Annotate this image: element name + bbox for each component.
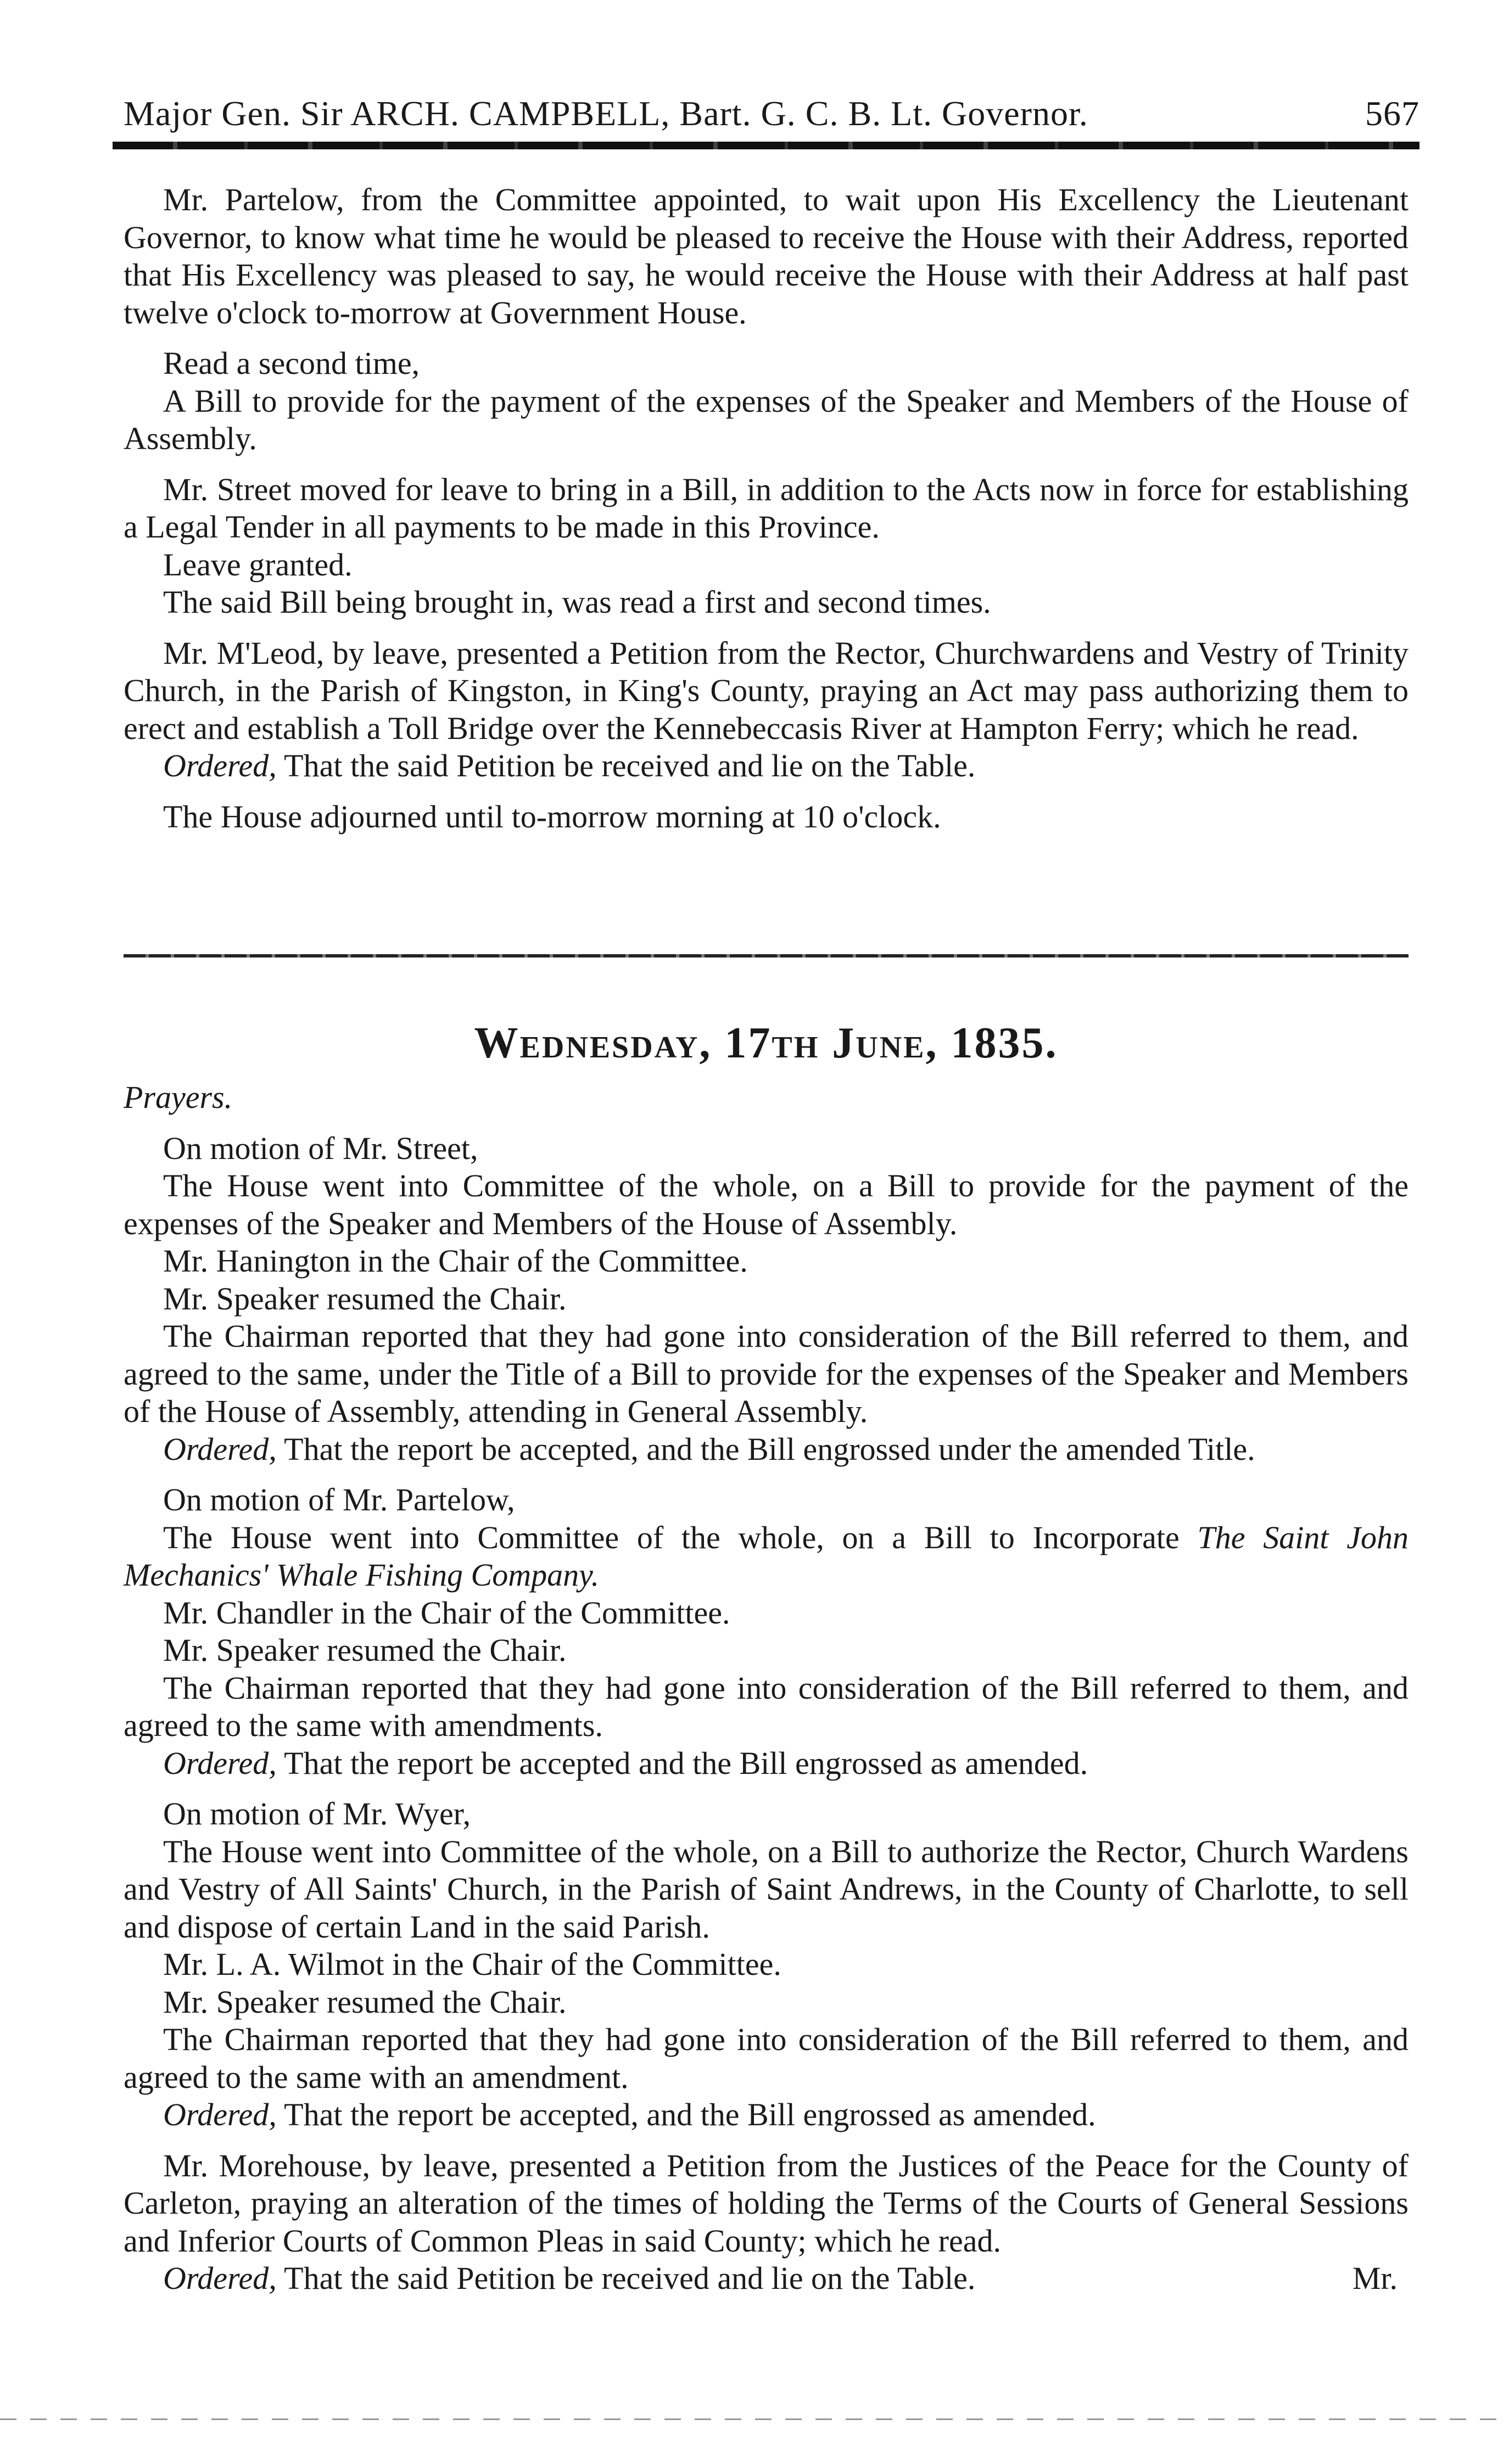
- paragraph-partelow-report: Mr. Partelow, from the Committee appointed, to wait upon His Excellency the Lieutenant Governor, to know what time he would be pleased to receive the House with their Address, reported that His Excellency was pleased to say, he would receive the House with their Address at half past twelve o'clock to-morrow at Government House.: [124, 182, 1409, 331]
- page-number: 567: [1365, 94, 1419, 133]
- paragraph-morehouse-petition: Mr. Morehouse, by leave, presented a Petition from the Justices of the Peace for the County of Carleton, praying an alteration of the times of holding the Terms of the Courts of General Sessions and Inferior Courts of Common Pleas in said County; which he read.: [124, 2147, 1409, 2259]
- section-divider: [124, 954, 1409, 957]
- paragraph-chandler-chair: Mr. Chandler in the Chair of the Committee.: [163, 1594, 730, 1631]
- section-tuesday-proceedings: [124, 181, 1409, 836]
- ordered-text: That the report be accepted, and the Bill engrossed as amended.: [276, 2097, 1096, 2132]
- paragraph-adjourned: The House adjourned until to-morrow morning at 10 o'clock.: [163, 798, 941, 835]
- paragraph-chairman-report: The Chairman reported that they had gone into consideration of the Bill referred to them, and agreed to the same with an amendment.: [124, 2021, 1409, 2095]
- paragraph-ordered-petition: [124, 2260, 1409, 2298]
- paragraph-bill-brought-in: The said Bill being brought in, was read a first and second times.: [163, 584, 991, 620]
- ordered-label: Ordered,: [163, 748, 277, 783]
- catchword: Mr.: [1352, 2260, 1398, 2296]
- ordered-text: That the report be accepted and the Bill engrossed as amended.: [276, 1745, 1088, 1781]
- running-head: [124, 93, 1419, 134]
- paragraph-committee-all-saints: The House went into Committee of the whole, on a Bill to authorize the Rector, Church Wardens and Vestry of All Saints' Church, in the Parish of Saint Andrews, in the County of Charlotte, to sell and dispose of certain Land in the said Parish.: [124, 1833, 1409, 1945]
- paragraph-motion-partelow: On motion of Mr. Partelow,: [163, 1482, 515, 1517]
- paragraph-speaker-resumed: Mr. Speaker resumed the Chair.: [163, 1632, 567, 1668]
- paragraph-wilmot-chair: Mr. L. A. Wilmot in the Chair of the Committee.: [163, 1946, 781, 1982]
- paragraph-chairman-report: The Chairman reported that they had gone into consideration of the Bill referred to them, and agreed to the same, under the Title of a Bill to provide for the expenses of the Speaker and Members of the House of Assembly, attending in General Assembly.: [124, 1318, 1409, 1429]
- ordered-text: That the said Petition be received and lie on the Table.: [276, 748, 976, 783]
- ordered-label: Ordered,: [163, 1431, 277, 1467]
- paragraph-leave-granted: Leave granted.: [163, 546, 353, 583]
- paragraph-mleod-petition: Mr. M'Leod, by leave, presented a Petition from the Rector, Churchwardens and Vestry of Trinity Church, in the Parish of Kingston, in King's County, praying an Act may pass authorizing them to erect and establish a Toll Bridge over the Kennebeccasis River at Hampton Ferry; which he read.: [124, 635, 1409, 746]
- ordered-text: That the said Petition be received and lie on the Table.: [276, 2260, 976, 2296]
- header-rule: [113, 142, 1419, 149]
- paragraph-chairman-report: The Chairman reported that they had gone into consideration of the Bill referred to them, and agreed to the same with amendments.: [124, 1670, 1409, 1743]
- paragraph-street-motion: Mr. Street moved for leave to bring in a Bill, in addition to the Acts now in force for establishing a Legal Tender in all payments to be made in this Province.: [124, 471, 1409, 545]
- paragraph-bill-expenses: A Bill to provide for the payment of the expenses of the Speaker and Members of the House of Assembly.: [124, 383, 1409, 456]
- ordered-label: Ordered,: [163, 2260, 277, 2296]
- ordered-label: Ordered,: [163, 2097, 277, 2132]
- paragraph-ordered-petition: [124, 747, 1409, 785]
- paragraph-motion-street: On motion of Mr. Street,: [163, 1130, 478, 1166]
- ordered-text: That the report be accepted, and the Bill engrossed under the amended Title.: [276, 1431, 1255, 1467]
- bottom-edge-rule: [0, 2418, 1509, 2420]
- paragraph-ordered-report: [124, 1745, 1409, 1783]
- paragraph-read-second-time: Read a second time,: [163, 345, 420, 381]
- ordered-label: Ordered,: [163, 1745, 277, 1781]
- date-heading: Wednesday, 17th June, 1835.: [474, 1019, 1058, 1067]
- paragraph-motion-wyer: On motion of Mr. Wyer,: [163, 1796, 471, 1832]
- paragraph-committee-whale-fishing: [124, 1519, 1409, 1594]
- paragraph-committee-expenses-bill: The House went into Committee of the whole, on a Bill to provide for the payment of the expenses of the Speaker and Members of the House of Assembly.: [124, 1168, 1409, 1241]
- running-title: Major Gen. Sir ARCH. CAMPBELL, Bart. G. C. B. Lt. Governor.: [124, 94, 1088, 133]
- committee-text: The House went into Committee of the whole, on a Bill to Incorporate: [163, 1519, 1198, 1555]
- paragraph-hanington-chair: Mr. Hanington in the Chair of the Committee.: [163, 1243, 748, 1279]
- paragraph-speaker-resumed: Mr. Speaker resumed the Chair.: [163, 1280, 567, 1317]
- section-wednesday-proceedings: [124, 1079, 1409, 2298]
- prayers-label: Prayers.: [124, 1079, 233, 1115]
- paragraph-speaker-resumed: Mr. Speaker resumed the Chair.: [163, 1984, 567, 2020]
- paragraph-ordered-report: [124, 2096, 1409, 2134]
- paragraph-ordered-report: [124, 1431, 1409, 1469]
- company-name: The Saint John Mechanics' Whale Fishing Company.: [124, 1519, 1409, 1593]
